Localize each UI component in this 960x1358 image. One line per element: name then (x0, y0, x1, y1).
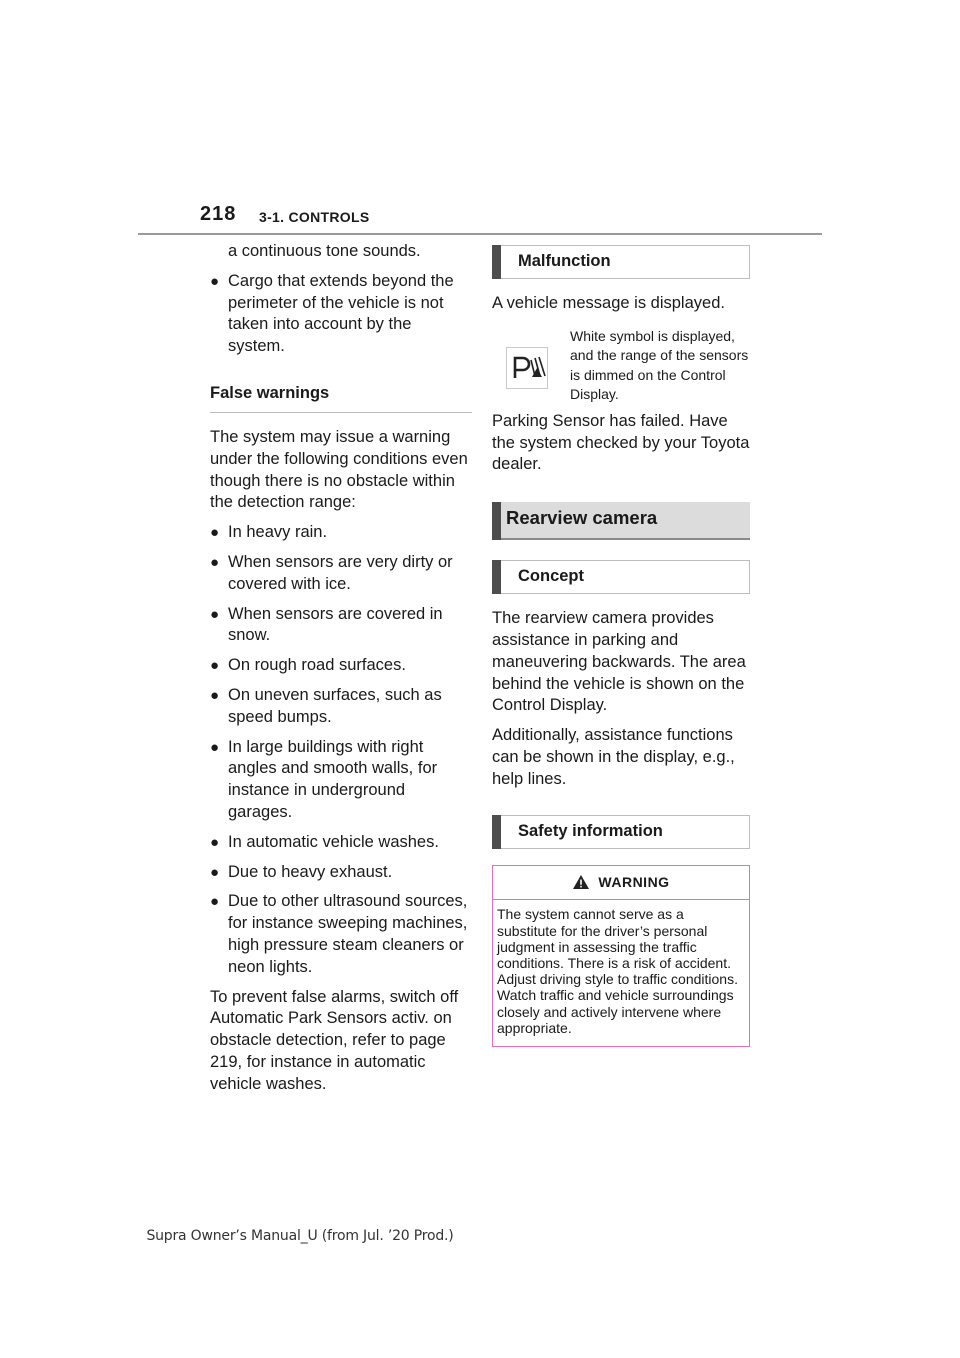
list-item: ● In automatic vehicle washes. (210, 832, 472, 854)
list-item: ● Due to other ultrasound sources, for instance sweeping machines, high pressure steam cleaners or neon lights. (210, 892, 468, 976)
bullet-icon: ● (210, 657, 220, 675)
list-item: ● When sensors are very dirty or covered with ice. (210, 552, 453, 593)
list-item: ● On rough road surfaces. (210, 655, 472, 677)
section-title: 3-1. CONTROLS (259, 209, 370, 225)
bullet-icon: ● (210, 524, 220, 542)
heading-bar (492, 245, 501, 279)
footer-text: Supra Owner’s Manual_U (from Jul. ’20 Prod.) (146, 1228, 454, 1244)
bullet-icon: ● (210, 738, 220, 756)
warning-text: The system cannot serve as a substitute for the driver’s personal judgment in assessing the traffic conditions. There is a risk of accident. Adjust driving style to traffic conditions. Watch traffic and vehicle surroundings closely and actively intervene where appropriate. (497, 906, 738, 1036)
concept-paragraph-2: Additionally, assistance functions can be shown in the display, e.g., help lines. (492, 726, 735, 788)
page-number: 218 (200, 203, 237, 225)
heading-bar (492, 560, 501, 594)
bullet-icon: ● (210, 863, 220, 881)
bullet-icon: ● (210, 553, 220, 571)
concept-paragraph-1: The rearview camera provides assistance in parking and maneuvering backwards. The area behind the vehicle is shown on the Control Display. (492, 609, 746, 715)
left-column (210, 241, 472, 1104)
warning-header: WARNING (493, 866, 749, 901)
false-warnings-intro: The system may issue a warning under the following conditions even though there is no obstacle within the detection range: (210, 427, 468, 512)
warning-triangle-icon (572, 874, 590, 890)
bullet-icon: ● (210, 272, 220, 290)
heading-bar (492, 502, 501, 540)
concept-heading: Concept (492, 560, 750, 594)
heading-bar (492, 815, 501, 849)
right-column (492, 245, 750, 1047)
list-item: ● In heavy rain. (210, 522, 472, 544)
safety-information-heading: Safety information (492, 815, 750, 849)
closing-text: To prevent false alarms, switch off Automatic Park Sensors activ. on obstacle detection, refer to page 219, for instance in automatic vehicle washes. (210, 987, 459, 1093)
malfunction-text: A vehicle message is displayed. (492, 294, 725, 312)
bullet-icon: ● (210, 686, 220, 704)
header-rule (138, 233, 822, 235)
list-item: ● On uneven surfaces, such as speed bumps. (210, 685, 442, 726)
cargo-list (210, 271, 472, 358)
list-item: ● When sensors are covered in snow. (210, 604, 443, 645)
bullet-icon: ● (210, 833, 220, 851)
bullet-icon: ● (210, 893, 220, 911)
list-item: ● In large buildings with right angles and smooth walls, for instance in underground garages. (210, 737, 438, 821)
rearview-camera-heading: Rearview camera (492, 502, 750, 540)
sensor-failed-text: Parking Sensor has failed. Have the system checked by your Toyota dealer. (492, 411, 750, 474)
list-item: ● Due to heavy exhaust. (210, 862, 472, 884)
false-warnings-heading: False warnings (210, 376, 472, 413)
icon-caption: White symbol is displayed, and the range of the sensors is dimmed on the Control Display. (570, 327, 749, 403)
false-warnings-list (210, 522, 472, 978)
parking-sensor-notice (492, 327, 750, 405)
continuation-text: a continuous tone sounds. (228, 242, 421, 260)
parking-sensor-icon (506, 347, 548, 389)
bullet-icon: ● (210, 605, 220, 623)
list-item: ● Cargo that extends beyond the perimeter of the vehicle is not taken into account by the system. (210, 271, 454, 356)
malfunction-heading: Malfunction (492, 245, 750, 279)
warning-box (492, 865, 750, 1047)
